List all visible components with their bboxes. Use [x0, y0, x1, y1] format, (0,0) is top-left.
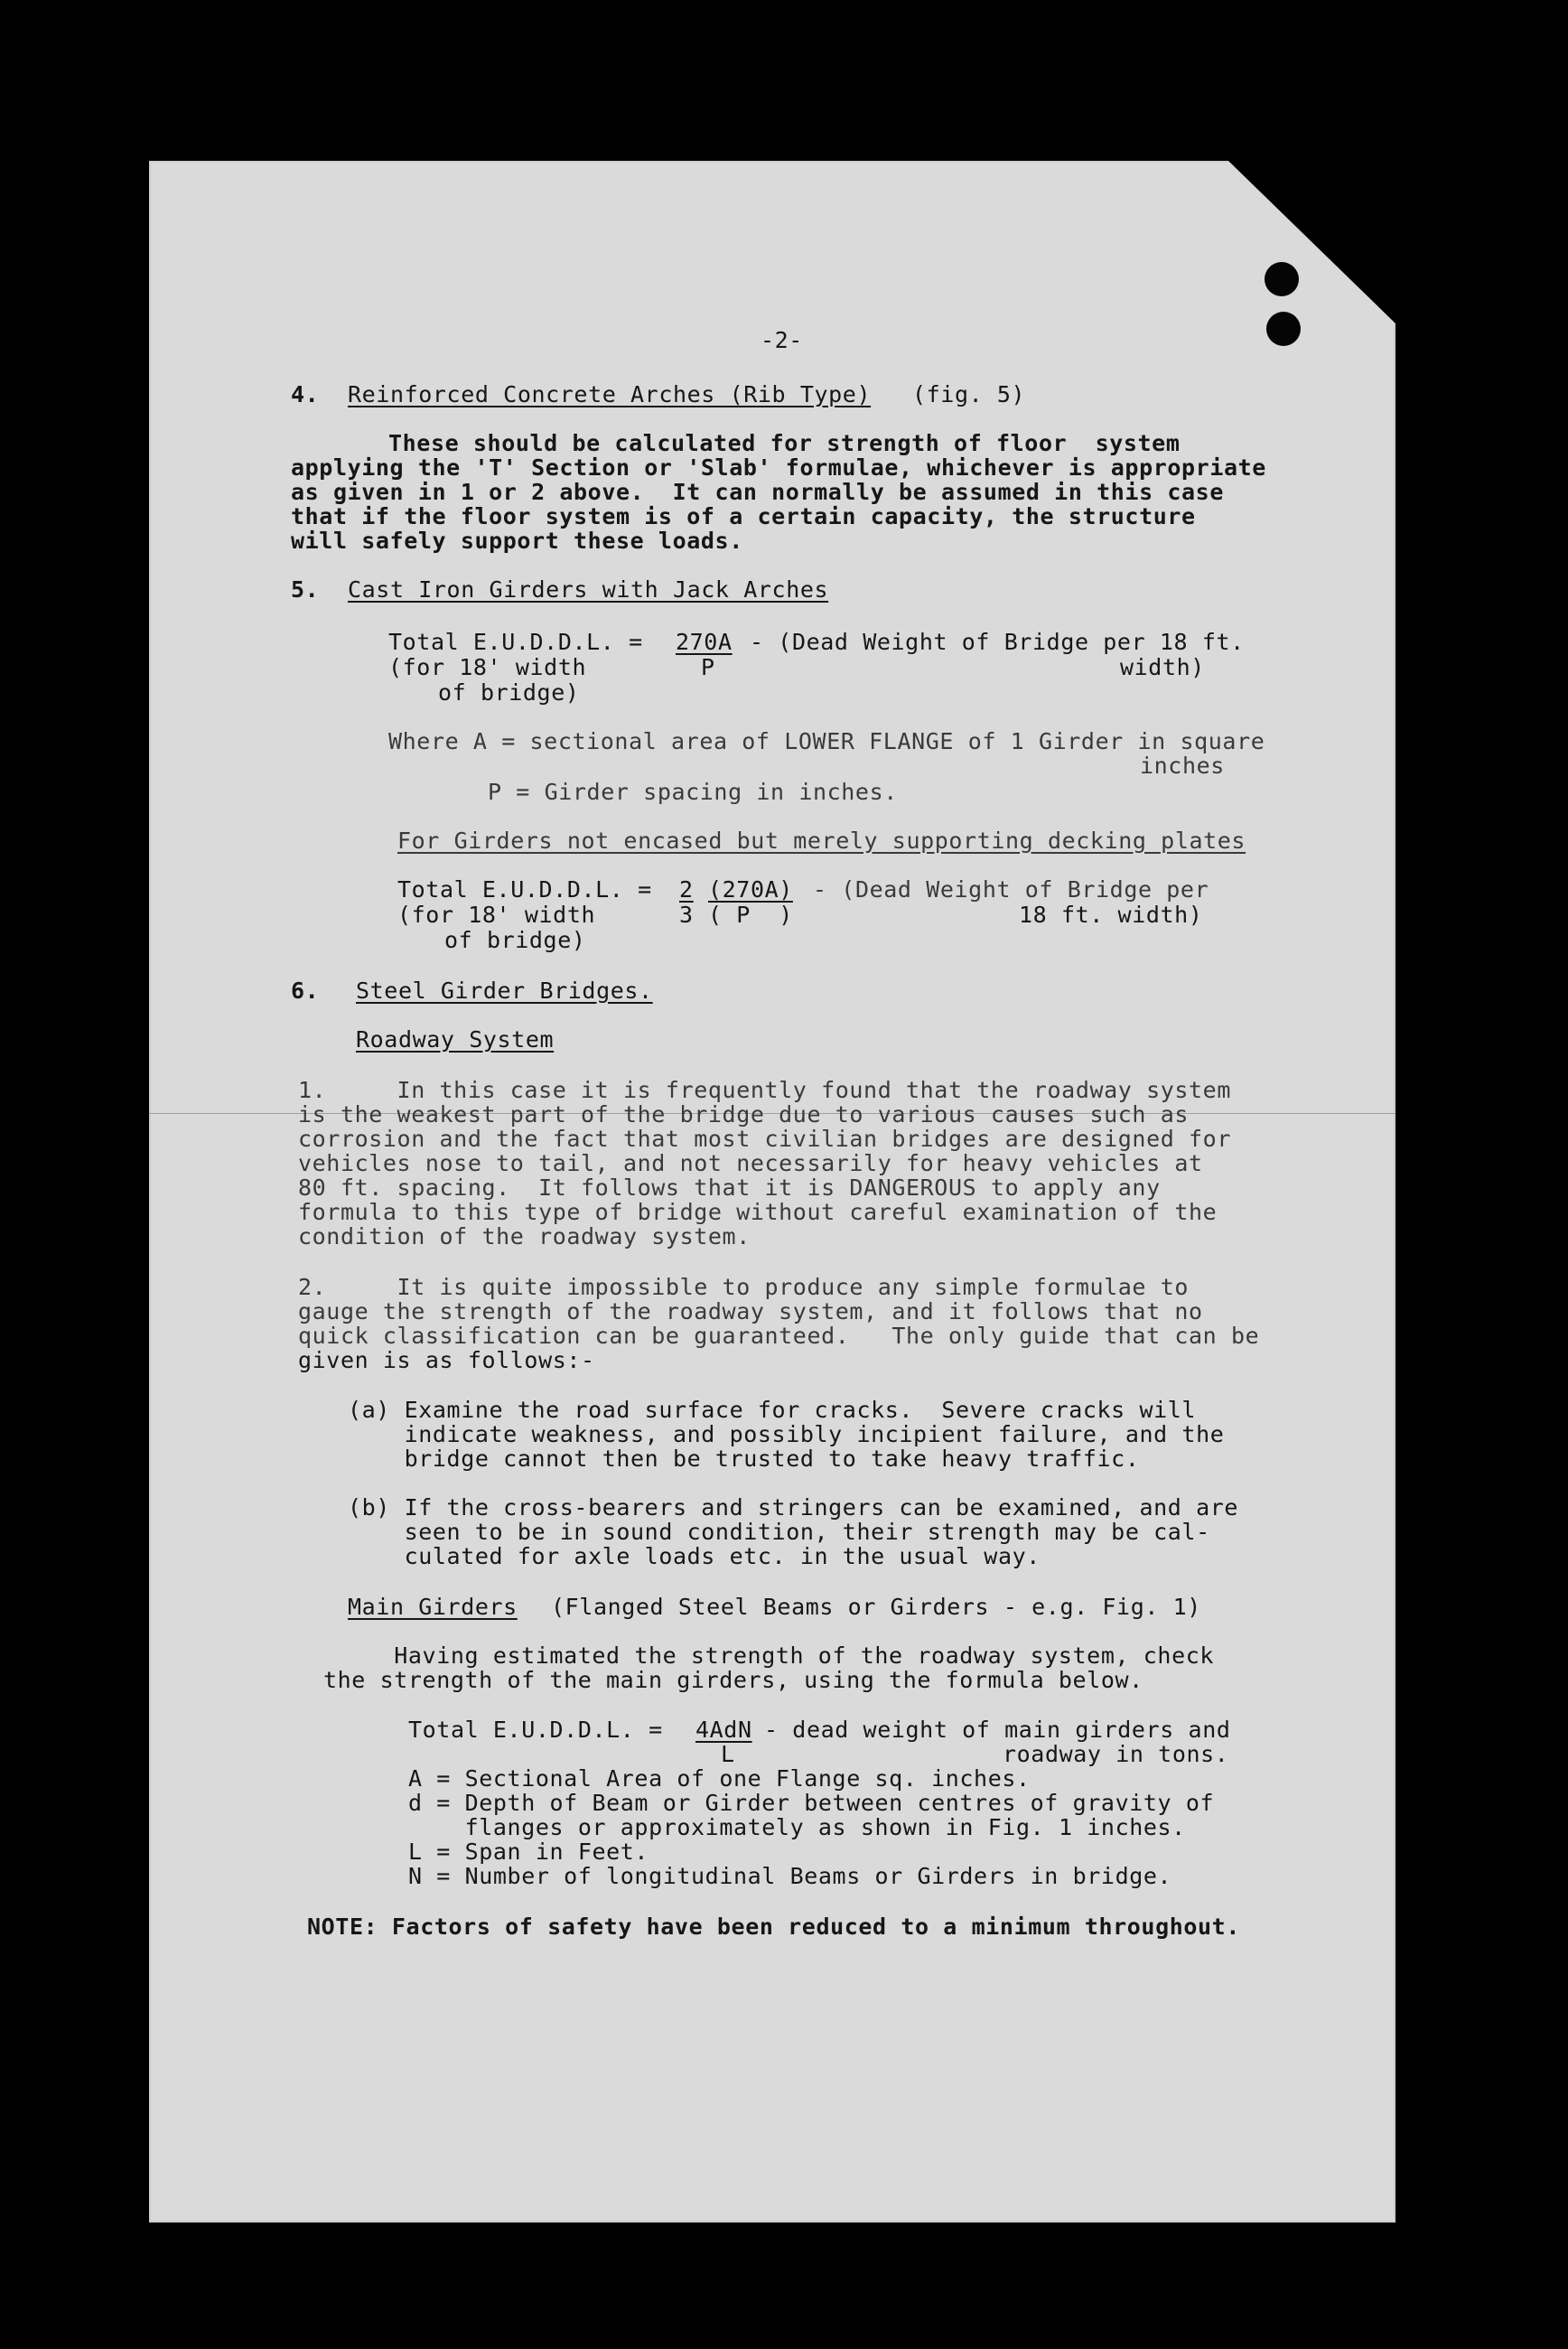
p1-line: is the weakest part of the bridge due to various causes such as: [298, 1101, 1190, 1128]
p1-line: 1. In this case it is frequently found that the roadway system: [298, 1077, 1231, 1103]
section-5-heading: Cast Iron Girders with Jack Arches: [348, 576, 829, 603]
formula-1-numerator: 270A: [676, 629, 733, 655]
formula-1-rhs: - (Dead Weight of Bridge per 18 ft.: [750, 629, 1245, 655]
note-line: NOTE: Factors of safety have been reduced to a minimum throughout.: [307, 1914, 1240, 1940]
formula-2-lhs: Total E.U.D.D.L. =: [397, 876, 652, 903]
s4-line: that if the floor system is of a certain capacity, the structure: [291, 503, 1196, 529]
s4-line: applying the 'T' Section or 'Slab' formulae, whichever is appropriate: [291, 454, 1266, 481]
item-a-line: bridge cannot then be trusted to take heavy traffic.: [348, 1446, 1140, 1472]
formula-3-lhs: Total E.U.D.D.L. =: [408, 1717, 663, 1743]
definition-line: N = Number of longitudinal Beams or Girders in bridge.: [408, 1863, 1172, 1889]
section-5-number: 5.: [291, 576, 320, 603]
section-4-number: 4.: [291, 381, 320, 407]
definition-line: A = Sectional Area of one Flange sq. inches.: [408, 1765, 1031, 1792]
where-a-cont: inches: [1140, 753, 1225, 779]
p2-line: quick classification can be guaranteed. The only guide that can be: [298, 1323, 1260, 1349]
item-a-line: (a) Examine the road surface for cracks. Severe cracks will: [348, 1397, 1197, 1423]
item-b-line: seen to be in sound condition, their strength may be cal-: [348, 1519, 1210, 1545]
formula-2-note: of bridge): [444, 927, 586, 953]
formula-3-denominator: L: [721, 1741, 735, 1767]
section-4-fig-ref: (fig. 5): [912, 381, 1026, 407]
punch-hole: [1265, 262, 1299, 296]
formula-2-rhs-cont: 18 ft. width): [1019, 902, 1203, 928]
definition-line: d = Depth of Beam or Girder between centres of gravity of: [408, 1790, 1215, 1816]
formula-3-rhs: - dead weight of main girders and: [764, 1717, 1231, 1743]
formula-1-note: (for 18' width: [388, 654, 587, 680]
where-a: Where A = sectional area of LOWER FLANGE of 1 Girder in square: [388, 728, 1265, 754]
section-4-heading: Reinforced Concrete Arches (Rib Type): [348, 381, 872, 407]
p1-line: vehicles nose to tail, and not necessarily for heavy vehicles at: [298, 1150, 1203, 1176]
punch-hole: [1266, 312, 1301, 346]
formula-2-rhs: - (Dead Weight of Bridge per: [813, 876, 1209, 903]
formula-2-coef-den: 3: [679, 902, 694, 928]
p2-line: given is as follows:-: [298, 1347, 595, 1373]
cut-corner: [1228, 161, 1395, 323]
p1-line: 80 ft. spacing. It follows that it is DANGEROUS to apply any: [298, 1174, 1161, 1201]
s4-line: will safely support these loads.: [291, 528, 743, 554]
page-number: -2-: [761, 327, 803, 353]
p1-line: corrosion and the fact that most civilian bridges are designed for: [298, 1126, 1231, 1152]
item-a-line: indicate weakness, and possibly incipient failure, and the: [348, 1421, 1225, 1447]
formula-3-numerator: 4AdN: [695, 1717, 752, 1743]
formula-2-denominator: ( P ): [708, 902, 793, 928]
definition-line: flanges or approximately as shown in Fig. 1 inches.: [408, 1814, 1186, 1840]
p1-line: formula to this type of bridge without careful examination of the: [298, 1199, 1218, 1225]
formula-2-coef-num: 2: [679, 876, 694, 903]
formula-1-lhs: Total E.U.D.D.L. =: [388, 629, 643, 655]
main-girders-heading: Main Girders: [348, 1594, 518, 1620]
definition-line: L = Span in Feet.: [408, 1839, 649, 1865]
section-6-number: 6.: [291, 978, 320, 1004]
item-b-line: culated for axle loads etc. in the usual way.: [348, 1543, 1041, 1569]
s4-line: as given in 1 or 2 above. It can normally be assumed in this case: [291, 479, 1224, 505]
main-girders-line: Having estimated the strength of the roadway system, check: [323, 1642, 1215, 1669]
main-girders-subheading: (Flanged Steel Beams or Girders - e.g. Fig. 1): [551, 1594, 1201, 1620]
formula-1-note: of bridge): [438, 679, 580, 706]
formula-1-rhs-cont: width): [1120, 654, 1205, 680]
roadway-system-heading: Roadway System: [356, 1026, 555, 1053]
s4-line: These should be calculated for strength of floor system: [388, 430, 1181, 456]
section-6-heading: Steel Girder Bridges.: [356, 978, 653, 1004]
formula-1-denominator: P: [701, 654, 715, 680]
p1-line: condition of the roadway system.: [298, 1223, 751, 1249]
where-p: P = Girder spacing in inches.: [488, 779, 898, 805]
p2-line: 2. It is quite impossible to produce any simple formulae to: [298, 1274, 1190, 1300]
main-girders-line: the strength of the main girders, using the formula below.: [323, 1667, 1143, 1693]
formula-2-numerator: (270A): [708, 876, 793, 903]
formula-2-note: (for 18' width: [397, 902, 596, 928]
p2-line: gauge the strength of the roadway system, and it follows that no: [298, 1298, 1203, 1324]
item-b-line: (b) If the cross-bearers and stringers can be examined, and are: [348, 1494, 1239, 1521]
formula-3-rhs-cont: roadway in tons.: [1003, 1741, 1229, 1767]
subheading-non-encased: For Girders not encased but merely supporting decking plates: [397, 828, 1246, 854]
